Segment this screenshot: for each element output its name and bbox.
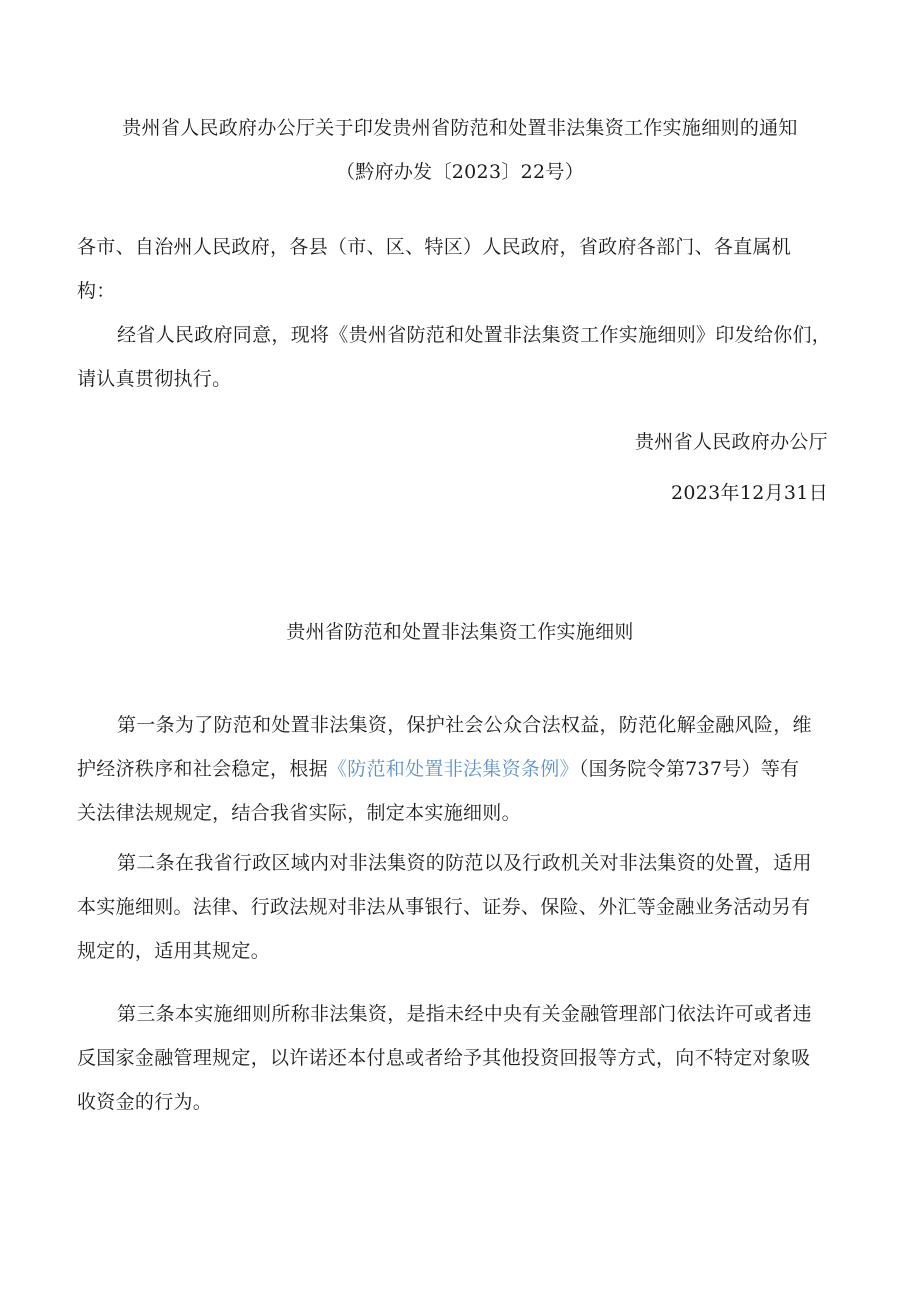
article-2-line-1: 第二条在我省行政区域内对非法集资的防范以及行政机关对非法集资的处置，适用 [117,852,812,874]
article-3-line-2: 反国家金融管理规定，以许诺还本付息或者给予其他投资回报等方式，向不特定对象吸 [77,1047,811,1069]
article-3-line-1: 第三条本实施细则所称非法集资，是指未经中央有关金融管理部门依法许可或者违 [117,1003,812,1025]
doc-number: （黔府办发〔2023〕22号） [335,161,585,183]
article-1-line-3: 关法律法规规定，结合我省实际，制定本实施细则。 [77,802,521,824]
article-2-line-3: 规定的，适用其规定。 [77,940,271,962]
issue-date: 2023年12月31日 [670,482,828,504]
article-1-line-1: 第一条为了防范和处置非法集资，保护社会公众合法权益，防范化解金融风险，维 [117,714,812,736]
notice-title: 贵州省人民政府办公厅关于印发贵州省防范和处置非法集资工作实施细则的通知 [122,117,798,139]
article-1-line-2 [77,757,799,781]
issuer: 贵州省人民政府办公厅 [634,431,828,453]
rules-title: 贵州省防范和处置非法集资工作实施细则 [286,621,634,643]
notice-body-line-2: 请认真贯彻执行。 [77,368,232,390]
article-1-text-after: （国务院令第737号）等有 [578,758,800,780]
article-3-line-3: 收资金的行为。 [77,1091,213,1113]
article-2-line-2: 本实施细则。法律、行政法规对非法从事银行、证券、保险、外汇等金融业务活动另有 [77,896,811,918]
salutation-line-2: 构： [77,280,116,302]
regulation-link[interactable]: 《防范和处置非法集资条例》 [327,758,579,780]
salutation-line-1: 各市、自治州人民政府，各县（市、区、特区）人民政府，省政府各部门、各直属机 [77,236,792,258]
notice-body-line-1: 经省人民政府同意，现将《贵州省防范和处置非法集资工作实施细则》印发给你们， [117,324,832,346]
article-1-text-before: 护经济秩序和社会稳定，根据 [77,758,328,780]
